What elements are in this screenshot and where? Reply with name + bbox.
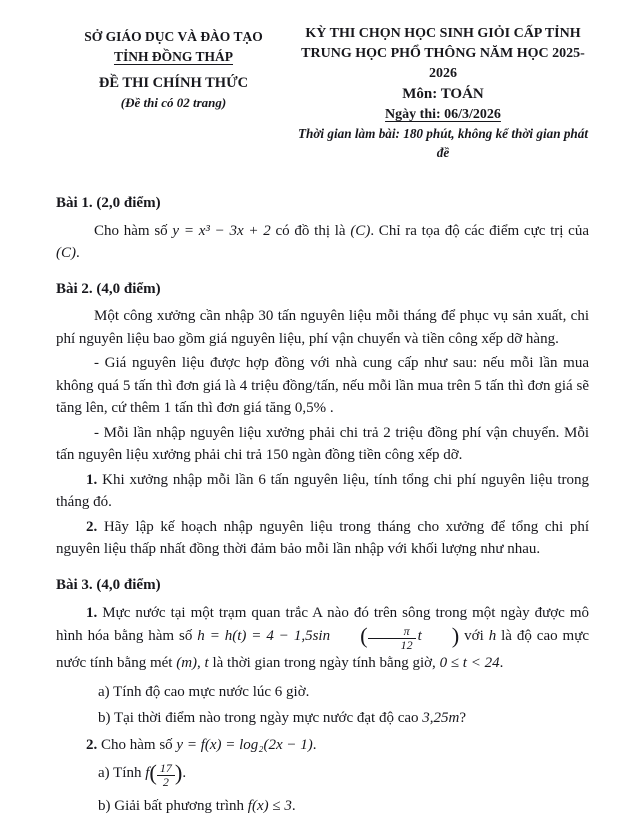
text-run: . Chỉ ra tọa độ các điểm cực trị của [370,222,589,239]
math-expression: y = x³ − 3x + 2 [172,222,271,239]
question-number: 2. [86,736,98,753]
math-expression: f [145,765,150,782]
question-number: 1. [86,471,98,488]
math-expression: t [204,655,209,672]
exam-date: Ngày thi: 06/3/2026 [385,106,501,122]
text-run: b) Tại thời điểm nào trong ngày mực nước đạt độ cao [98,710,423,727]
bai3-q1-item-b [98,707,589,730]
text-run: Cho hàm số [94,222,173,239]
exam-name-line1: KỲ THI CHỌN HỌC SINH GIỎI CẤP TỈNH [305,26,581,41]
bai1-heading: Bài 1. (2,0 điểm) [56,195,161,212]
exam-duration: Thời gian làm bài: 180 phút, không kể thời gian phát đề [297,125,589,160]
fraction-denominator: 2 [157,775,175,789]
exam-subject: Môn: TOÁN [402,85,484,102]
text-run: , [197,655,205,672]
question-number: 1. [86,605,98,622]
bai2-heading: Bài 2. (4,0 điểm) [56,280,161,297]
text-run: . [499,655,504,672]
exam-body [56,192,589,818]
province-name: TỈNH ĐỒNG THÁP [113,48,233,64]
text-run: . [312,736,317,753]
bai3-question-2 [56,734,589,757]
bai3-q2-item-b [98,795,589,818]
math-expression: 3,25m [422,710,460,727]
bai2-question-1 [56,469,589,514]
bai1-statement [56,220,589,265]
fraction-17-over-2 [157,762,175,789]
text-run: Hãy lập kế hoạch nhập nguyên liệu trong tháng cho xưởng để tổng chi phí nguyên liệu thấp nhất đồng thời đảm bảo mỗi lần nhập với khối lượng như nhau. [56,518,589,558]
question-number: 2. [86,518,98,535]
department-name: SỞ GIÁO DỤC VÀ ĐÀO TẠO [84,29,263,44]
fraction-numerator: 17 [159,761,172,776]
issuing-authority-block [56,24,291,113]
math-expression: h [488,627,497,644]
exam-header [56,24,589,162]
text-run: b) Giải bất phương trình [98,798,248,815]
math-expression: (m) [176,655,198,672]
fraction-numerator: π [403,624,410,639]
bai2-question-2 [56,516,589,561]
text-run: có đồ thị là [270,222,351,239]
math-expression: (C) [350,222,371,239]
bai2-intro: Một công xưởng cần nhập 30 tấn nguyên liệu mỗi tháng để phục vụ sản xuất, chi phí nguyên liệu bao gồm giá nguyên liệu, phí vận chuyển và tiền công xếp dỡ hàng. [56,308,589,347]
math-expression: f(x) ≤ 3 [247,798,292,815]
text-run: Cho hàm số [97,736,177,753]
math-expression: h = h(t) = 4 − 1,5sin [197,627,331,644]
text-run: là thời gian trong ngày tính bằng giờ, [208,655,440,672]
bai3-q2-item-a: a) Tính f( $\frac{17}{2}$ ). [98,760,187,790]
fraction-pi-over-12 [368,625,416,652]
bai2-pricing-rule: - Giá nguyên liệu được hợp đồng với nhà cung cấp như sau: nếu mỗi lần mua không quá 5 tấn thì đơn giá là 4 triệu đồng/tấn, nếu mỗi lần mua trên 5 tấn thì đơn giá sẽ tăng lên, cứ thêm 1 tấn thì đơn giá tăng 0,5% . [56,355,589,417]
text-run: . [182,765,187,782]
exam-name-line2: TRUNG HỌC PHỔ THÔNG NĂM HỌC 2025-2026 [301,45,585,81]
math-expression: t [417,627,422,644]
page-count-note: (Đề thi có 02 trang) [120,95,227,111]
fraction-denominator: 12 [368,638,416,652]
text-run: . [291,798,296,815]
math-expression: 0 ≤ t < 24 [439,655,500,672]
text-run: với [459,627,489,644]
exam-title-block [291,24,589,162]
text-run: . [76,245,80,262]
text-run: Khi xưởng nhập mỗi lần 6 tấn nguyên liệu, tính tổng chi phí nguyên liệu trong tháng đó. [56,471,589,511]
bai3-q1-item-a: a) Tính độ cao mực nước lúc 6 giờ. [98,683,310,700]
bai2-cost-rule: - Mỗi lần nhập nguyên liệu xưởng phải chi trả 2 triệu đồng phí vận chuyển. Mỗi tấn nguyên liệu xưởng phải chi trả 150 ngàn đồng tiền công xếp dỡ. [56,424,589,464]
text-run: Mực nước tại một trạm quan trắc A nào đó trên sông trong một ngày được mô hình hóa bằng hàm số [56,605,589,644]
bai3-heading: Bài 3. (4,0 điểm) [56,576,161,593]
math-expression: (C) [56,245,76,262]
math-expression: y = f(x) = log₂(2x − 1) [176,736,313,753]
bai3-question-1: 1. Mực nước tại một trạm quan trắc A nào đó trên sông trong một ngày được mô hình hóa bằng hàm số h = h(t) = 4 − 1,5sin ( $\frac{\pi}{12}$ t ) với h là độ cao mực nước tính bằng mét (m), t là thời gian trong ngày tính bằng giờ, 0 ≤ t < 24. [56,605,589,672]
text-run: ? [459,710,467,727]
official-exam-label: ĐỀ THI CHÍNH THỨC [98,75,249,92]
text-run: là độ cao mực nước tính bằng mét [56,627,589,672]
text-run: a) Tính [98,765,146,782]
